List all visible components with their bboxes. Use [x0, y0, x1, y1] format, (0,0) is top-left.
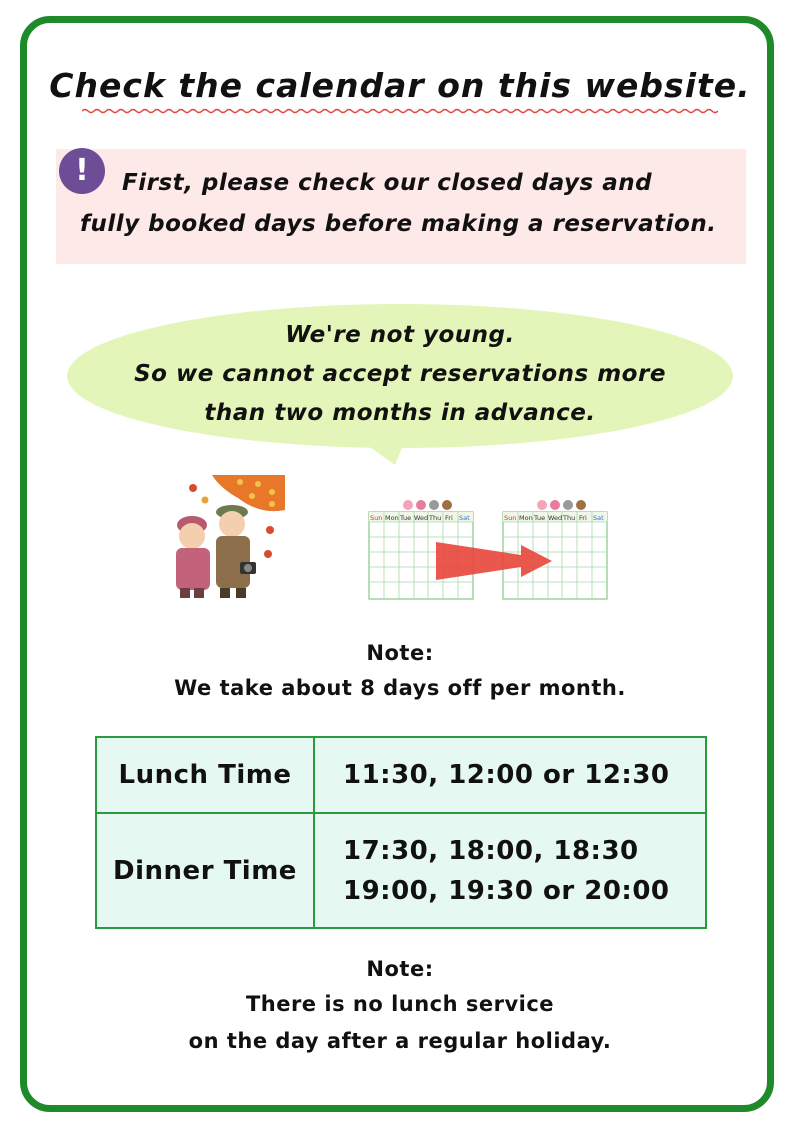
lunch-time-line1: 11:30, 12:00 or 12:30: [343, 760, 670, 790]
cal1-day-sun: Sun: [370, 514, 383, 522]
cal2-day-tue: Tue: [534, 514, 546, 522]
table-row: [96, 737, 706, 813]
note1-text: We take about 8 days off per month.: [174, 676, 626, 700]
notice-text-line2: fully booked days before making a reservation.: [80, 211, 717, 237]
cal2-day-mon: Mon: [519, 514, 533, 522]
exclamation-icon: !: [59, 148, 105, 194]
lunch-time-value: [314, 737, 706, 813]
cal2-day-fri: Fri: [579, 514, 587, 522]
cal1-day-fri: Fri: [445, 514, 453, 522]
cal1-day-mon: Mon: [385, 514, 399, 522]
cal2-day-sun: Sun: [504, 514, 517, 522]
dinner-time-line1: 17:30, 18:00, 18:30: [343, 835, 639, 866]
cal1-day-thu: Thu: [429, 514, 442, 522]
bubble-text-line1: We're not young.: [285, 322, 515, 348]
lunch-time-label: Lunch Time: [96, 737, 314, 813]
elderly-couple-illustration: [160, 470, 290, 605]
notice-box: [56, 149, 746, 264]
calendar-arrow-illustration: [366, 495, 612, 603]
note2-heading: Note:: [366, 957, 434, 981]
dinner-time-label: Dinner Time: [96, 813, 314, 928]
page-title: Check the calendar on this website.: [49, 66, 751, 105]
cal1-day-wed: Wed: [414, 514, 429, 522]
dinner-time-value: [314, 813, 706, 928]
dinner-time-line2: 19:00, 19:30 or 20:00: [343, 875, 670, 906]
cal2-day-thu: Thu: [563, 514, 576, 522]
cal1-day-sat: Sat: [459, 514, 470, 522]
title-wavy-underline: [82, 108, 718, 114]
notice-text-line1: First, please check our closed days and: [122, 170, 653, 196]
service-times-table: [95, 736, 707, 929]
note2-line1: There is no lunch service: [245, 992, 555, 1016]
note1-heading: Note:: [366, 641, 434, 665]
cal1-day-tue: Tue: [400, 514, 412, 522]
note2-line2: on the day after a regular holiday.: [188, 1029, 612, 1053]
bubble-text-line3: than two months in advance.: [204, 400, 596, 426]
bubble-text-line2: So we cannot accept reservations more: [134, 361, 666, 387]
table-row: [96, 813, 706, 928]
cal2-day-sat: Sat: [593, 514, 604, 522]
cal2-day-wed: Wed: [548, 514, 563, 522]
